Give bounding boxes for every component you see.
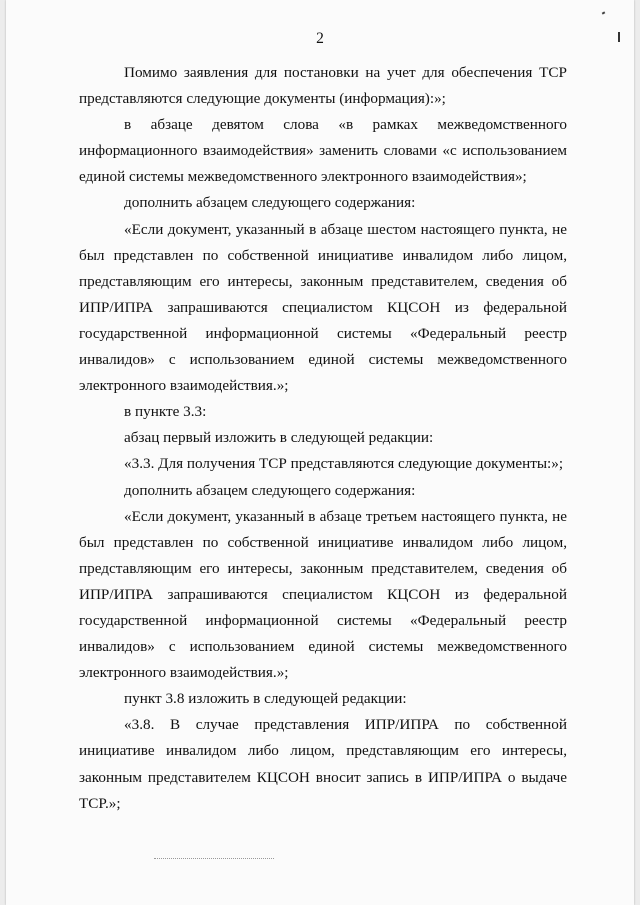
paragraph-4: «Если документ, указанный в абзаце шестом настоящего пункта, не был представлен по собственной инициативе инвалидом либо лицом, представляющим его интересы, законным представителем, сведения об ИПР/ИПРА запрашиваются специалистом КЦСОН из федеральной государственной информационной системы «Федеральный реестр инвалидов» с использованием единой системы межведомственного электронного взаимодействия.»; [79,220,567,395]
paragraph-10: пункт 3.8 изложить в следующей редакции: [124,690,407,708]
paragraph-6: абзац первый изложить в следующей редакции: [124,429,434,447]
paragraph-9: «Если документ, указанный в абзаце третьем настоящего пункта, не был представлен по собственной инициативе инвалидом либо лицом, представляющим его интересы, законным представителем, сведения об ИПР/ИПРА запрашиваются специалистом КЦСОН из федеральной государственной информационной системы «Федеральный реестр инвалидов» с использованием единой системы межведомственного электронного взаимодействия.»; [79,507,567,682]
scan-mark [602,11,606,14]
paragraph-11: «3.8. В случае представления ИПР/ИПРА по собственной инициативе инвалидом либо лицом, представляющим его интересы, законным представителем КЦСОН вносит запись в ИПР/ИПРА о выдаче ТСР.»; [79,716,567,812]
paragraph-7: «3.3. Для получения ТСР представляются следующие документы:»; [124,455,564,473]
paragraph-1: Помимо заявления для постановки на учет для обеспечения ТСР представляются следующие документы (информация):»; [79,64,567,108]
paragraph-2: в абзаце девятом слова «в рамках межведомственного информационного взаимодействия» заменить словами «с использованием единой системы межведомственного электронного взаимодействия»; [79,116,567,186]
paragraph-3: дополнить абзацем следующего содержания: [124,194,416,212]
page-number: 2 [316,30,324,47]
paragraph-8: дополнить абзацем следующего содержания: [124,481,416,499]
document-page [6,0,634,905]
document-body [79,60,567,817]
paragraph-5: в пункте 3.3: [124,403,207,421]
scan-artifact-line [154,858,274,859]
